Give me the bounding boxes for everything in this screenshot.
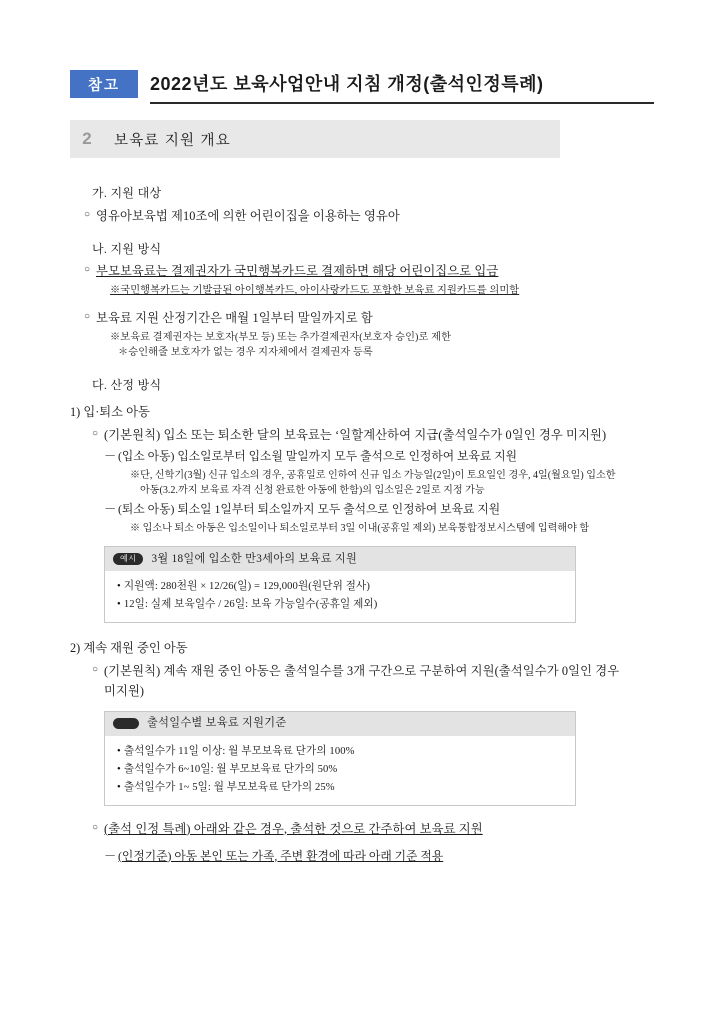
example-line (117, 761, 565, 779)
section-bar (70, 120, 560, 158)
bullet-payment-method-text: 부모보육료는 결제권자가 국민행복카드로 결제하면 해당 어린이집으로 입금 (96, 264, 499, 279)
circle-bullet-icon: ○ (92, 821, 99, 833)
dot-bullet-icon: • (117, 581, 121, 593)
heading-continuing-child: 2) 계속 재원 중인 아동 (70, 641, 188, 656)
circle-bullet-icon: ○ (92, 427, 99, 439)
dash-bullet-icon: － (104, 448, 117, 463)
bullet-payment-method (84, 262, 660, 281)
bullet-basic-principle-1-text: (기본원칙) 입소 또는 퇴소한 달의 보육료는 ‘일할계산하여 지급(출석일수가 0일인 경우 미지원) (104, 427, 607, 442)
circle-bullet-icon: ○ (84, 310, 91, 322)
circle-bullet-icon: ○ (84, 264, 91, 276)
attendance-exception-block (70, 820, 660, 866)
heading-support-method: 나. 지원 방식 (92, 241, 162, 256)
reference-badge: 참고 (70, 70, 138, 98)
bullet-calculation-period (84, 309, 660, 328)
example-box-header (105, 712, 575, 736)
heading-entry-exit-child: 1) 입·퇴소 아동 (70, 404, 150, 419)
example-box-attendance-standard (104, 711, 576, 806)
note-payer-registration: ＊승인해줄 보호자가 없는 경우 지자체에서 결제권자 등록 (118, 346, 373, 358)
example-box-header (105, 547, 575, 571)
note-entry-exit-reporting: ※ 입소나 퇴소 아동은 입소일이나 퇴소일로부터 3일 이내(공휴일 제외) 보육통합정보시스템에 입력해야 함 (130, 523, 590, 535)
bullet-calculation-period-text: 보육료 지원 산정기간은 매월 1일부터 말일까지로 함 (96, 310, 373, 325)
dash-entry-child (104, 447, 660, 466)
heading-calculation-method: 다. 산정 방식 (92, 378, 162, 393)
note-new-semester: ※단, 신학기(3월) 신규 입소의 경우, 공휴일로 인하여 신규 입소 가능일(2일)이 토요일인 경우, 4일(월요일) 입소한 (130, 469, 616, 481)
circle-bullet-icon: ○ (92, 664, 99, 676)
example-box-entry-subsidy (104, 546, 576, 623)
example-box-body (105, 736, 575, 805)
bullet-basic-principle-2-cont: 미지원) (104, 683, 145, 698)
dot-bullet-icon: • (117, 745, 121, 757)
example-line-text: 지원액: 280천원 × 12/26(일) = 129,000원(원단위 절사) (123, 581, 370, 593)
dash-exit-child (104, 500, 660, 519)
dash-entry-child-text: (입소 아동) 입소일로부터 입소월 말일까지 모두 출석으로 인정하여 보육료 지원 (118, 448, 518, 463)
example-line-text: 출석일수가 1~ 5일: 월 부모보육료 단가의 25% (123, 781, 335, 793)
section-title: 보육료 지원 개요 (114, 132, 231, 149)
note-happiness-card: ※국민행복카드는 기발급된 아이행복카드, 아이사랑카드도 포함한 보육료 지원카드를 의미함 (110, 285, 520, 297)
bullet-support-target-text: 영유아보육법 제10조에 의한 어린이집을 이용하는 영유아 (96, 208, 400, 223)
section-number: 2 (82, 129, 92, 148)
example-box-title: 출석일수별 보육료 지원기준 (147, 716, 287, 729)
example-pill-label: 예시 (113, 553, 143, 565)
bullet-attendance-exception (92, 820, 660, 839)
example-line-text: 출석일수가 6~10일: 월 부모보육료 단가의 50% (123, 763, 338, 775)
dash-exit-child-text: (퇴소 아동) 퇴소일 1일부터 퇴소일까지 모두 출석으로 인정하여 보육료 지원 (118, 502, 501, 517)
title-divider (150, 102, 654, 104)
example-line (117, 578, 565, 596)
bullet-support-target (84, 207, 660, 226)
example-box-body (105, 571, 575, 622)
note-payer-restriction: ※보육료 결제권자는 보호자(부모 등) 또는 추가결제권자(보호자 승인)로 제한 (110, 331, 452, 343)
bullet-basic-principle-1 (92, 426, 660, 445)
document-body (70, 180, 660, 868)
dash-bullet-icon: － (104, 848, 117, 863)
circle-bullet-icon: ○ (84, 208, 91, 220)
dot-bullet-icon: • (117, 599, 121, 611)
bullet-basic-principle-2-text: (기본원칙) 계속 재원 중인 아동은 출석일수를 3개 구간으로 구분하여 지원(출석일수가 0일인 경우 (104, 664, 620, 679)
page-title: 2022년도 보육사업안내 지침 개정(출석인정특례) (150, 74, 544, 94)
bullet-attendance-exception-text: (출석 인정 특례) 아래와 같은 경우, 출석한 것으로 간주하여 보육료 지원 (104, 821, 483, 836)
example-pill-icon (113, 718, 139, 729)
document-header (70, 70, 654, 104)
dot-bullet-icon: • (117, 781, 121, 793)
example-box-title: 3월 18일에 입소한 만3세아의 보육료 지원 (151, 552, 358, 565)
example-line (117, 596, 565, 614)
dot-bullet-icon: • (117, 763, 121, 775)
dash-bullet-icon: － (104, 502, 117, 517)
example-line (117, 779, 565, 797)
example-line-text: 12일: 실제 보육일수 / 26일: 보육 가능일수(공휴일 제외) (123, 599, 378, 611)
title-wrapper (150, 70, 654, 104)
bullet-basic-principle-2 (92, 662, 660, 700)
heading-support-target: 가. 지원 대상 (92, 186, 162, 200)
example-line (117, 743, 565, 761)
dash-recognition-standard-text: (인정기준) 아동 본인 또는 가족, 주변 환경에 따라 아래 기준 적용 (118, 848, 444, 863)
dash-recognition-standard (104, 847, 660, 866)
example-line-text: 출석일수가 11일 이상: 월 부모보육료 단가의 100% (123, 745, 355, 757)
note-new-semester-cont: 아동(3.2.까지 보육료 자격 신청 완료한 아동에 한함)의 입소일은 2일로 지정 가능 (140, 485, 485, 497)
